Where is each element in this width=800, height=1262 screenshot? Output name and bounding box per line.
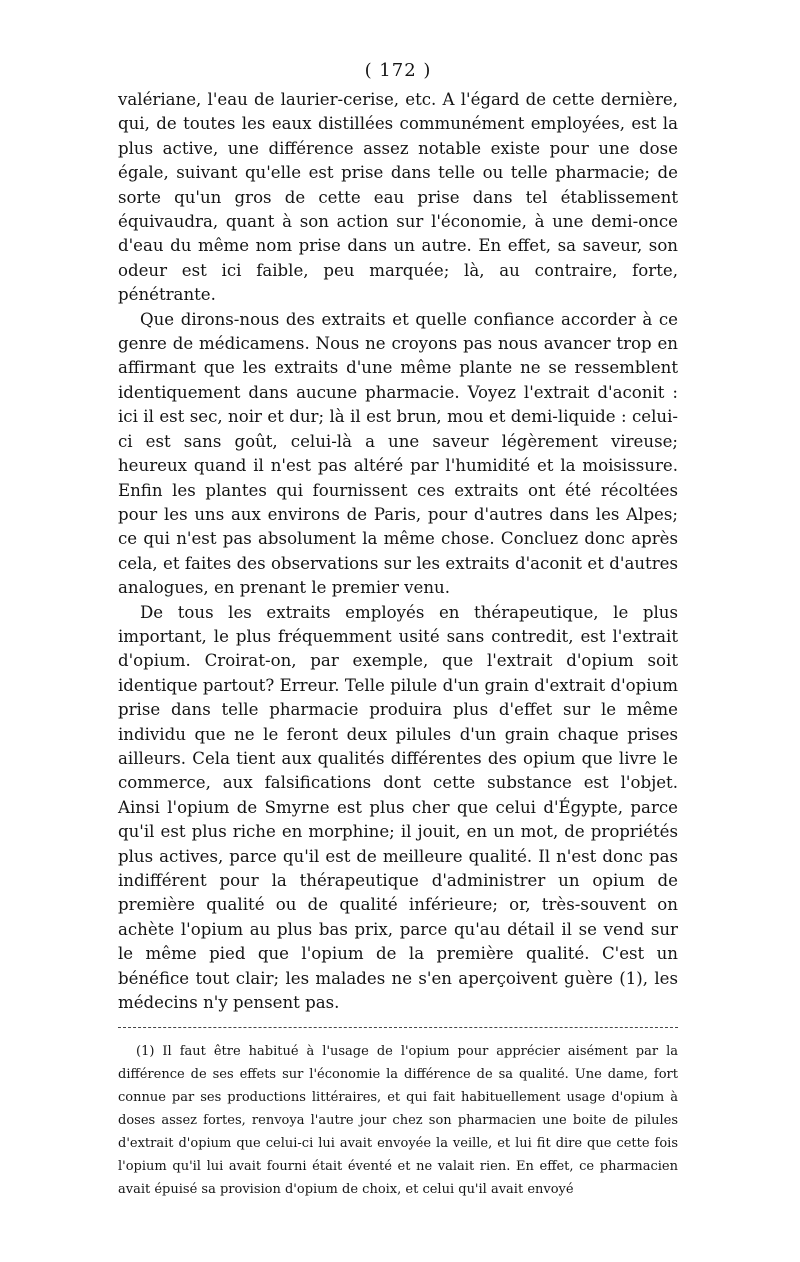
footnote-separator	[118, 1027, 678, 1028]
paragraph-3: De tous les extraits employés en thérapeutique, le plus important, le plus fréquemment usité sans contredit, est l'extrait d'opium. Croirat-on, par exemple, que l'extrait d'opium soit identique partout? Erreur. Telle pilule d'un grain d'extrait d'opium prise dans telle pharmacie produira plus d'effet sur le même individu que ne le feront deux pilules d'un grain chaque prises ailleurs. Cela tient aux qualités différentes des opium que livre le commerce, aux falsifications dont cette substance est l'objet. Ainsi l'opium de Smyrne est plus cher que celui d'Égypte, parce qu'il est plus riche en morphine; il jouit, en un mot, de propriétés plus actives, parce qu'il est de meilleure qualité. Il n'est donc pas indifférent pour la thérapeutique d'administrer un opium de première qualité ou de qualité inférieure; or, très-souvent on achète l'opium au plus bas prix, parce qu'au détail il se vend sur le même pied que l'opium de la première qualité. C'est un bénéfice tout clair; les malades ne s'en aperçoivent guère (1), les médecins n'y pensent pas.	[118, 602, 678, 1013]
paragraph-1: valériane, l'eau de laurier-cerise, etc. A l'égard de cette dernière, qui, de toutes les eaux distillées communément employées, est la plus active, une différence assez notable existe pour une dose égale, suivant qu'elle est prise dans telle ou telle pharmacie; de sorte qu'un gros de cette eau prise dans tel établissement équivaudra, quant à son action sur l'économie, à une demi-once d'eau du même nom prise dans un autre. En effet, sa saveur, son odeur est ici faible, peu marquée; là, au contraire, forte, pénétrante.	[118, 90, 678, 305]
footnote: (1) Il faut être habitué à l'usage de l'opium pour apprécier aisément par la différence de ses effets sur l'économie la différence de sa qualité. Une dame, fort connue par ses productions littéraires, et qui fait habituellement usage d'opium à doses assez fortes, renvoya l'autre jour chez son pharmacien une boite de pilules d'extrait d'opium que celui-ci lui avait envoyée la veille, et lui fit dire que cette fois l'opium qu'il lui avait fourni était éventé et ne valait rien. En effet, ce pharmacien avait épuisé sa provision d'opium de choix, et celui qu'il avait envoyé	[118, 1044, 678, 1198]
paragraph-2: Que dirons-nous des extraits et quelle confiance accorder à ce genre de médicamens. Nous ne croyons pas nous avancer trop en affirmant que les extraits d'une même plante ne se ressemblent identiquement dans aucune pharmacie. Voyez l'extrait d'aconit : ici il est sec, noir et dur; là il est brun, mou et demi-liquide : celui-ci est sans goût, celui-là a une saveur légèrement vireuse; heureux quand il n'est pas altéré par l'humidité et la moisissure. Enfin les plantes qui fournissent ces extraits ont été récoltées pour les uns aux environs de Paris, pour d'autres dans les Alpes; ce qui n'est pas absolument la même chose. Concluez donc après cela, et faites des observations sur les extraits d'aconit et d'autres analogues, en prenant le premier venu.	[118, 309, 678, 598]
body-text	[118, 88, 678, 1015]
page-number: ( 172 )	[364, 60, 432, 81]
book-page	[118, 58, 678, 1201]
